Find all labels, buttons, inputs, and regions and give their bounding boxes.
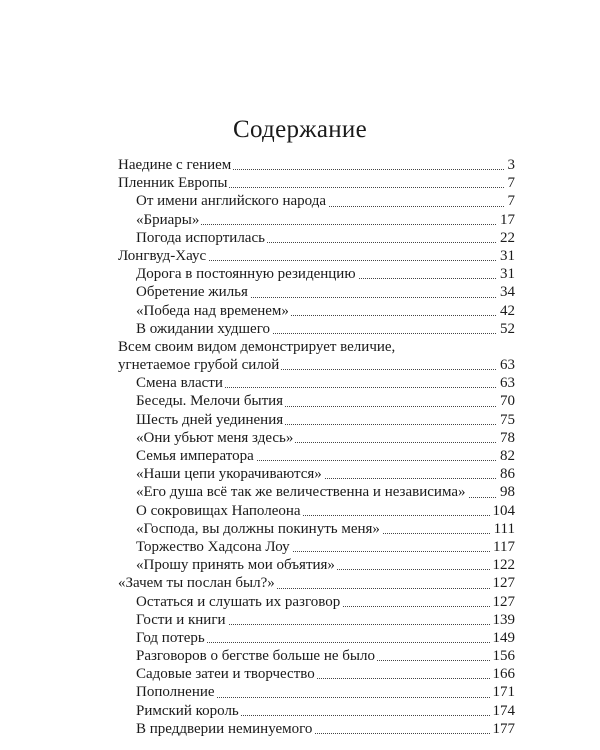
toc-entry-title: «Господа, вы должны покинуть меня» xyxy=(136,520,380,537)
toc-page-number: 52 xyxy=(497,320,515,338)
toc-section-entry xyxy=(0,538,600,556)
toc-page-number: 34 xyxy=(497,283,515,301)
toc-section-entry xyxy=(0,683,600,701)
toc-entry-title: От имени английского народа xyxy=(136,193,326,210)
toc-section-entry xyxy=(0,720,600,738)
toc-entry-title: Наедине с гением xyxy=(118,157,232,173)
toc-section-entry xyxy=(0,447,600,465)
toc-section-entry xyxy=(0,265,600,283)
toc-entry-title: Беседы. Мелочи бытия xyxy=(136,393,284,410)
toc-section-entry xyxy=(0,192,600,210)
toc-section-entry xyxy=(0,411,600,429)
toc-page-number: 63 xyxy=(497,374,515,392)
toc-page-number: 75 xyxy=(497,411,515,429)
toc-page-number: 17 xyxy=(497,211,515,229)
toc-section-entry xyxy=(0,211,600,229)
table-of-contents xyxy=(0,156,600,738)
toc-entry-title: Год потерь xyxy=(136,629,205,646)
toc-entry-title: «Прошу принять мои объятия» xyxy=(136,557,335,574)
toc-section-entry xyxy=(0,465,600,483)
toc-section-entry xyxy=(0,392,600,410)
toc-entry-title: «Зачем ты послан был?» xyxy=(118,575,275,592)
toc-entry-title: Торжество Хадсона Лоу xyxy=(136,538,290,555)
toc-page-number: 111 xyxy=(491,520,515,538)
toc-section-entry xyxy=(0,283,600,301)
toc-section-entry xyxy=(0,702,600,720)
toc-page-number: 122 xyxy=(490,556,516,574)
toc-entry-title: «Они убьют меня здесь» xyxy=(136,429,294,446)
toc-section-entry xyxy=(0,520,600,538)
toc-page-number: 166 xyxy=(490,665,516,683)
toc-chapter-entry xyxy=(0,156,600,174)
toc-entry-title: Всем своим видом демонстрирует величие, xyxy=(118,338,396,355)
toc-chapter-entry xyxy=(0,247,600,265)
toc-page-number: 7 xyxy=(505,192,516,210)
toc-entry-title: Лонгвуд-Хаус xyxy=(118,247,207,264)
toc-entry-title: Разговоров о бегстве больше не было xyxy=(136,648,375,665)
toc-chapter-entry xyxy=(0,356,600,374)
toc-page-number: 127 xyxy=(490,593,516,611)
toc-section-entry xyxy=(0,302,600,320)
toc-page-number: 31 xyxy=(497,247,515,265)
toc-page-number: 63 xyxy=(497,356,515,374)
toc-page-number: 70 xyxy=(497,392,515,410)
toc-page-number: 139 xyxy=(490,611,516,629)
page-title: Содержание xyxy=(233,116,367,143)
toc-entry-title: угнетаемое грубой силой xyxy=(118,357,280,374)
toc-section-entry xyxy=(0,429,600,447)
toc-entry-title: Гости и книги xyxy=(136,611,226,628)
toc-page-number: 127 xyxy=(490,574,516,592)
toc-page-number: 7 xyxy=(505,174,516,192)
toc-page-number: 104 xyxy=(490,502,516,520)
toc-page-number: 82 xyxy=(497,447,515,465)
toc-entry-title: Пополнение xyxy=(136,684,215,701)
toc-entry-title: О сокровищах Наполеона xyxy=(136,502,301,519)
toc-page-number: 171 xyxy=(490,683,516,701)
toc-entry-title: Погода испортилась xyxy=(136,229,265,246)
toc-section-entry xyxy=(0,229,600,247)
toc-entry-title: В преддверии неминуемого xyxy=(136,720,313,737)
toc-section-entry xyxy=(0,665,600,683)
toc-section-entry xyxy=(0,647,600,665)
toc-section-entry xyxy=(0,320,600,338)
toc-entry-title: «Победа над временем» xyxy=(136,302,289,319)
toc-section-entry xyxy=(0,556,600,574)
toc-entry-title: Пленник Европы xyxy=(118,175,228,192)
toc-section-entry xyxy=(0,611,600,629)
toc-page-number: 177 xyxy=(490,720,516,738)
toc-section-entry xyxy=(0,629,600,647)
toc-entry-title: «Наши цепи укорачиваются» xyxy=(136,466,322,483)
toc-chapter-entry xyxy=(0,338,600,356)
toc-entry-title: Остаться и слушать их разговор xyxy=(136,593,341,610)
toc-entry-title: В ожидании худшего xyxy=(136,320,270,337)
toc-entry-title: «Бриары» xyxy=(136,211,200,228)
toc-page-number: 78 xyxy=(497,429,515,447)
toc-entry-title: Дорога в постоянную резиденцию xyxy=(136,266,356,283)
toc-section-entry xyxy=(0,593,600,611)
toc-entry-title: Смена власти xyxy=(136,375,223,392)
toc-chapter-entry xyxy=(0,574,600,592)
toc-entry-title: Обретение жилья xyxy=(136,284,248,301)
toc-page-number: 22 xyxy=(497,229,515,247)
toc-entry-title: «Его душа всё так же величественна и независима» xyxy=(136,484,466,501)
toc-chapter-entry xyxy=(0,174,600,192)
toc-entry-title: Семья императора xyxy=(136,448,254,464)
toc-entry-title: Шесть дней уединения xyxy=(136,411,284,428)
toc-page-number: 42 xyxy=(497,302,515,320)
toc-section-entry xyxy=(0,502,600,520)
toc-page-number: 149 xyxy=(490,629,516,647)
toc-page-number: 3 xyxy=(505,156,516,174)
toc-entry-title: Садовые затеи и творчество xyxy=(136,666,315,683)
toc-section-entry xyxy=(0,374,600,392)
toc-section-entry xyxy=(0,483,600,501)
toc-page-number: 86 xyxy=(497,465,515,483)
toc-page-number: 98 xyxy=(497,483,515,501)
toc-page-number: 31 xyxy=(497,265,515,283)
toc-page-number: 117 xyxy=(490,538,515,556)
toc-page-number: 156 xyxy=(490,647,516,665)
toc-page-number: 174 xyxy=(490,702,516,720)
toc-entry-title: Римский король xyxy=(136,702,239,719)
